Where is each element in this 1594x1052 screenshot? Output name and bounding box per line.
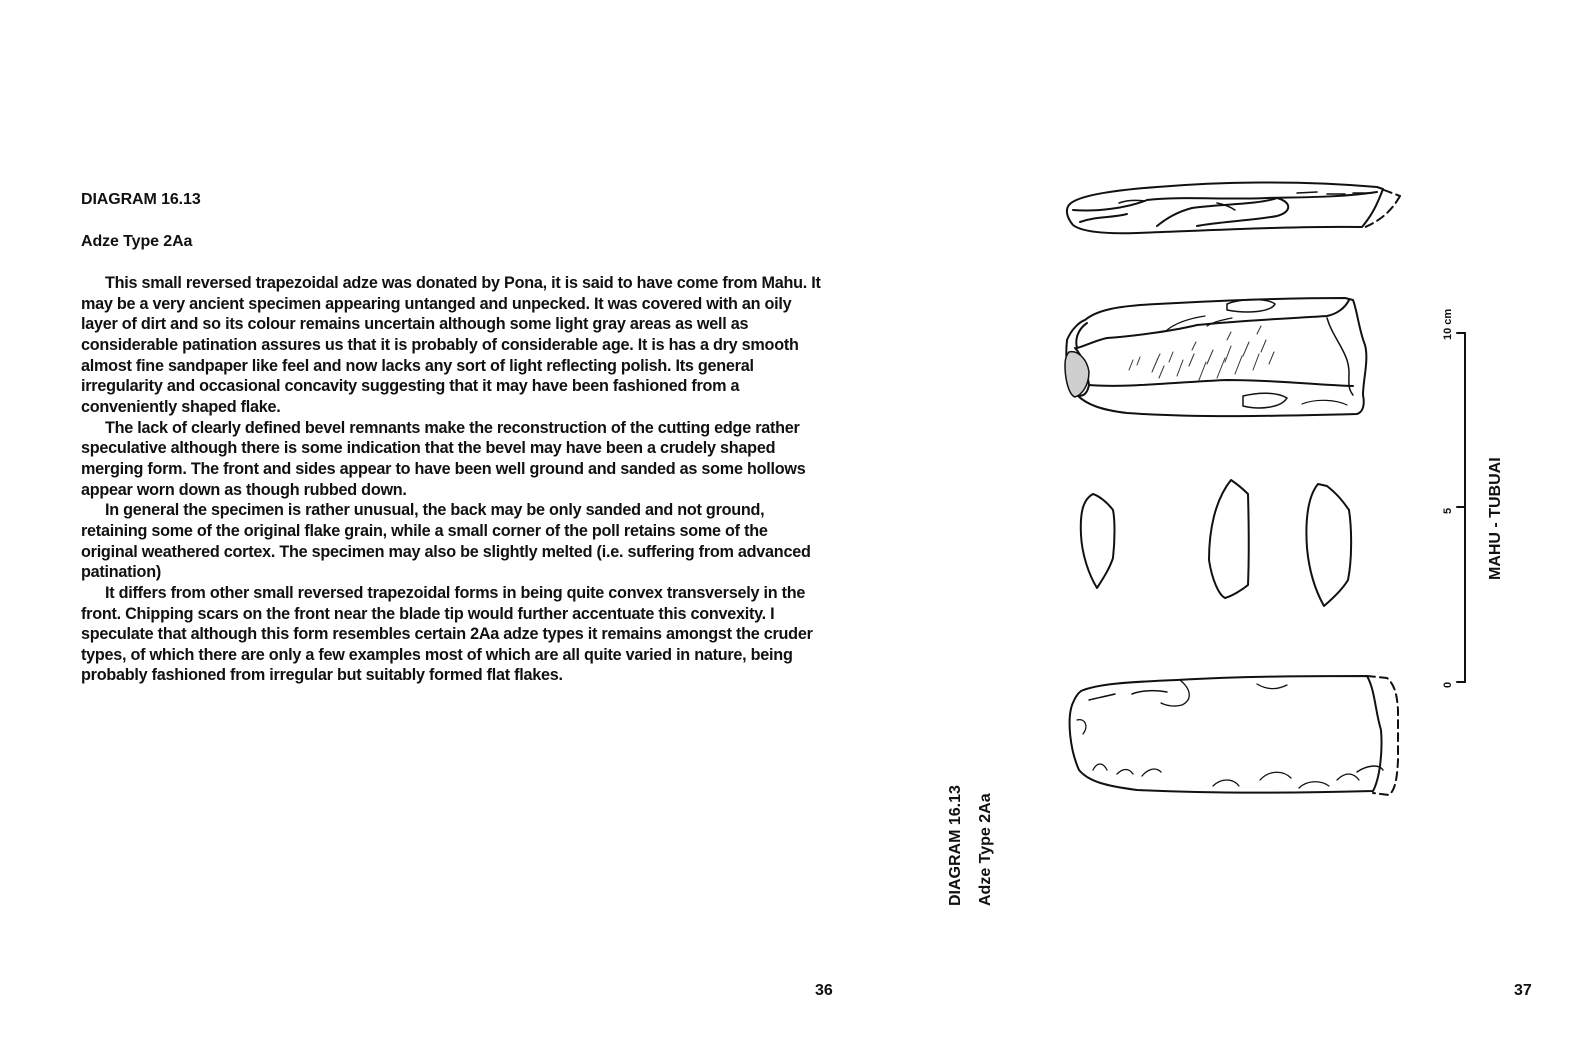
paragraph: This small reversed trapezoidal adze was donated by Pona, it is said to have come from Mahu. It may be a very ancient specimen appearing untanged and unpecked. It was covered with an oily layer of dirt and so its colour remains uncertain although some light gray areas as well as considerable patination assures us that it is probably of considerable age. It is has a dry smooth almost fine sandpaper like feel and now lacks any sort of light reflecting polish. Its general irregularity and occasional concavity suggesting that it may have been fashioned from a conveniently shaped flake.	[81, 274, 821, 416]
scale-bar	[1457, 333, 1465, 682]
page-number-left: 36	[815, 982, 833, 999]
scale-label-10: 10 cm	[1442, 308, 1454, 340]
diagram-title: DIAGRAM 16.13	[81, 191, 201, 208]
paragraph: In general the specimen is rather unusual, the back may be only sanded and not ground, retaining some of the original flake grain, while a small corner of the poll retains some of the original weathered cortex. The specimen may also be slightly melted (i.e. suffering from advanced patination)	[81, 501, 811, 582]
side-view-drawing	[1067, 182, 1400, 233]
vertical-caption-subtitle: Adze Type 2Aa	[977, 793, 994, 906]
description-body	[81, 273, 821, 686]
paragraph: The lack of clearly defined bevel remnants make the reconstruction of the cutting edge rather speculative although there is some indication that the bevel may have been a crudely shaped merging form. The front and sides appear to have been well ground and sanded as some hollows appear worn down as though rubbed down.	[81, 418, 806, 499]
diagram-subtitle: Adze Type 2Aa	[81, 233, 193, 250]
page-number-right: 37	[1514, 982, 1532, 999]
adze-drawings	[797, 0, 1594, 1052]
vertical-caption-title: DIAGRAM 16.13	[947, 785, 964, 906]
scale-label-5: 5	[1442, 507, 1454, 514]
right-page	[797, 0, 1594, 1052]
paragraph: It differs from other small reversed trapezoidal forms in being quite convex transversely in the front. Chipping scars on the front near the blade tip would further accentuate this convexity. I speculate that although this form resembles certain 2Aa adze types it remains amongst the cruder types, of which there are only a few examples most of which are all quite varied in nature, being probably fashioned from irregular but suitably formed flat flakes.	[81, 583, 813, 685]
cross-sections	[1081, 480, 1351, 606]
front-view-drawing	[1065, 298, 1366, 416]
back-view-drawing	[1070, 676, 1398, 795]
location-label: MAHU - TUBUAI	[1487, 457, 1504, 580]
scale-label-0: 0	[1442, 681, 1454, 688]
